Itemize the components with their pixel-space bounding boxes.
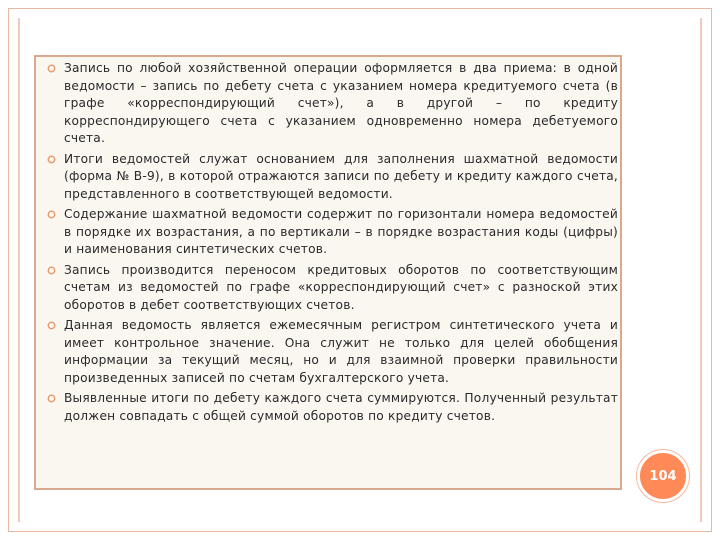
- circle-bullet-icon: [47, 64, 56, 73]
- page-number: 104: [649, 468, 677, 484]
- bullet-text: Итоги ведомостей служат основанием для заполнения шахматной ведомости (форма № В-9), в которой отражаются записи по дебету и кредиту каждого счета, представленного в соответствующей ведомости.: [64, 151, 618, 201]
- left-decorative-stripe: [18, 18, 20, 522]
- circle-bullet-icon: [47, 210, 56, 219]
- circle-bullet-icon: [47, 155, 56, 164]
- circle-bullet-icon: [47, 266, 56, 275]
- circle-bullet-icon: [47, 321, 56, 330]
- bullet-item-4: [46, 262, 618, 315]
- bullet-item-1: [46, 60, 618, 148]
- bullet-text: Данная ведомость является ежемесячным регистром синтетического учета и имеет контрольное значение. Она служит не только для целей обобщения информации за текущий месяц, но и для взаимной проверки правильности произведенных записей по счетам бухгалтерского учета.: [64, 318, 618, 385]
- circle-bullet-icon: [47, 394, 56, 403]
- bullet-text: Выявленные итоги по дебету каждого счета суммируются. Полученный результат должен совпадать с общей суммой оборотов по кредиту счетов.: [64, 391, 618, 423]
- bullet-item-5: [46, 317, 618, 387]
- right-decorative-stripe: [700, 18, 702, 522]
- bullet-item-2: [46, 151, 618, 204]
- bullet-text: Запись по любой хозяйственной операции оформляется в два приема: в одной ведомости – запись по дебету счета с указанием номера кредитуемого счета (в графе «корреспондирующий счет»), а в другой – по кредиту корреспондирующего счета с указанием одновременно номера дебетуемого счета.: [64, 61, 618, 145]
- bullet-text: Запись производится переносом кредитовых оборотов по соответствующим счетам из ведомостей по графе «корреспондирующий счет» с разноской этих оборотов в дебет соответствующих счетов.: [64, 262, 618, 312]
- page-number-badge: [637, 450, 689, 502]
- bullet-item-6: [46, 390, 618, 425]
- bullet-list: [46, 60, 618, 428]
- bullet-item-3: [46, 206, 618, 259]
- bullet-text: Содержание шахматной ведомости содержит по горизонтали номера ведомостей в порядке их возрастания, а по вертикали – в порядке возрастания коды (цифры) и наименования синтетических счетов.: [64, 207, 618, 256]
- content-box: [34, 55, 622, 490]
